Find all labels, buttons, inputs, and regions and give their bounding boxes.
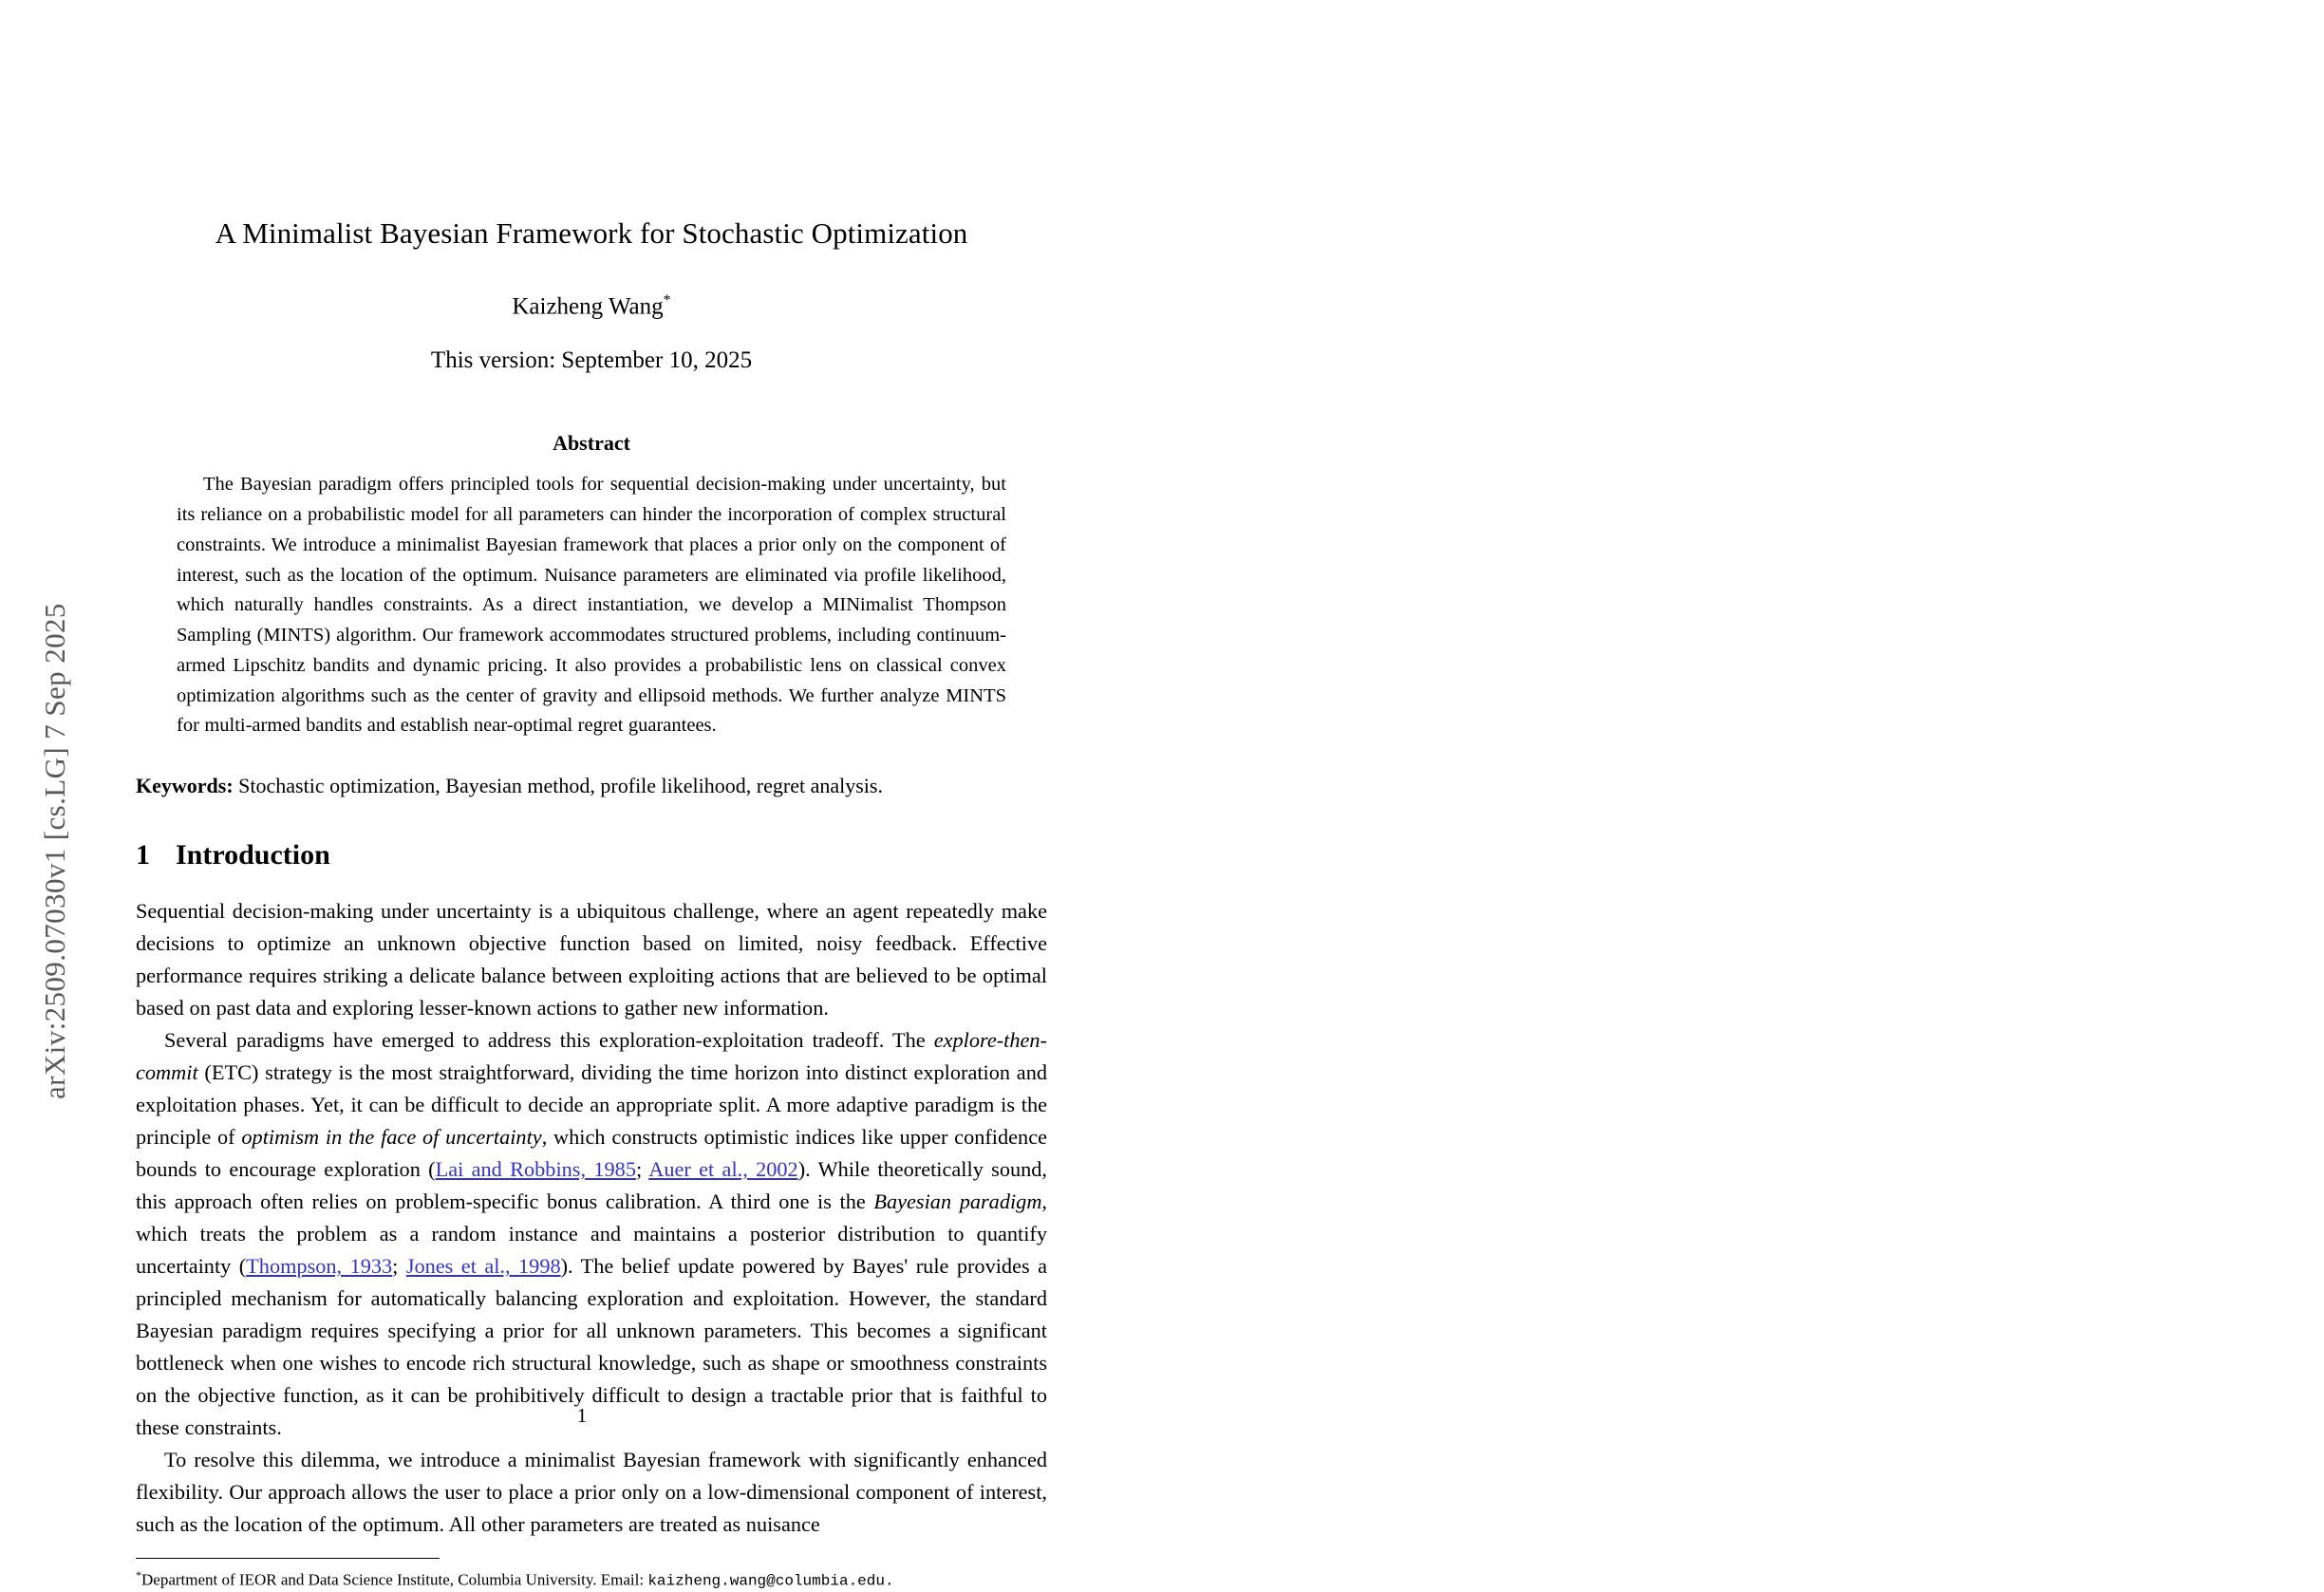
paragraph-intro-3: To resolve this dilemma, we introduce a minimalist Bayesian framework with significantly enhanced flexibility. Our approach allows the user to place a prior only on a low-dimensional component of interest, such as the location of the optimum. All other parameters are treated as nuisance <box>136 1448 1047 1537</box>
text-run: (ETC) strategy is the most straightforward, dividing the time horizon into distinct exploration and exploitation phases. Yet, it can be difficult to decide an appropriate split. A more adaptive paradigm is the principle of <box>136 1060 1047 1150</box>
footnote <box>136 1567 1047 1592</box>
footnote-email: kaizheng.wang@columbia.edu. <box>647 1572 894 1590</box>
abstract-section <box>177 431 1006 741</box>
footnote-text: Department of IEOR and Data Science Institute, Columbia University. Email: <box>141 1570 648 1589</box>
text-run: ; <box>635 1157 649 1182</box>
abstract-body: The Bayesian paradigm offers principled tools for sequential decision-making under uncertainty, but its reliance on a probabilistic model for all parameters can hinder the incorporation of complex structural constraints. We introduce a minimalist Bayesian framework that places a prior only on the component of interest, such as the location of the optimum. Nuisance parameters are eliminated via profile likelihood, which naturally handles constraints. As a direct instantiation, we develop a MINimalist Thompson Sampling (MINTS) algorithm. Our framework accommodates structured problems, including continuum-armed Lipschitz bandits and dynamic pricing. It also provides a probabilistic lens on classical convex optimization algorithms such as the center of gravity and ellipsoid methods. We further analyze MINTS for multi-armed bandits and establish near-optimal regret guarantees. <box>177 474 1006 737</box>
citation-link[interactable]: Jones et al., 1998 <box>405 1254 561 1279</box>
abstract-heading: Abstract <box>553 431 630 456</box>
text-run: ; <box>392 1254 406 1279</box>
paragraph-intro-1: Sequential decision-making under uncertainty is a ubiquitous challenge, where an agent repeatedly make decisions to optimize an unknown objective function based on limited, noisy feedback. Effective performance requires striking a delicate balance between exploiting actions that are believed to be optimal based on past data and exploring lesser-known actions to gather new information. <box>136 899 1047 1021</box>
emphasis-bayesian-paradigm: Bayesian paradigm <box>873 1189 1042 1214</box>
page-title <box>136 216 1047 251</box>
author-footnote-marker: * <box>663 292 671 309</box>
citation-link[interactable]: Thompson, 1933 <box>246 1254 393 1279</box>
keywords-line <box>136 770 1047 801</box>
text-run: , which constructs optimistic indices like upper confidence bounds to encourage exploration ( <box>136 1125 1047 1182</box>
paragraph-intro-2 <box>136 1024 1047 1444</box>
footnote-divider <box>136 1558 440 1559</box>
page-title-text: A Minimalist Bayesian Framework for Stochastic Optimization <box>215 216 968 250</box>
section-number: 1 <box>136 839 150 871</box>
citation-link[interactable]: Auer et al., 2002 <box>648 1157 798 1182</box>
text-run: Several paradigms have emerged to address this exploration-exploitation tradeoff. The <box>164 1028 934 1053</box>
keywords-value: Stochastic optimization, Bayesian method, profile likelihood, regret analysis. <box>238 774 883 798</box>
emphasis-explore-then-commit: explore-then-commit <box>136 1028 1047 1085</box>
keywords-label: Keywords: <box>136 774 234 798</box>
emphasis-optimism: optimism in the face of uncertainty <box>241 1125 542 1150</box>
author-name: Kaizheng Wang <box>512 293 664 320</box>
section-heading-introduction <box>136 839 1047 871</box>
version-line: This version: September 10, 2025 <box>430 347 753 374</box>
page-number-1: 1 <box>576 1404 588 1427</box>
page-2 <box>1162 0 2324 1504</box>
author-line <box>136 292 1047 320</box>
text-run: ). The belief update powered by Bayes' rule provides a principled mechanism for automatically balancing exploration and exploitation. However, the standard Bayesian paradigm requires specifying a prior for all unknown parameters. This becomes a significant bottleneck when one wishes to encode rich structural knowledge, such as shape or smoothness constraints on the objective function, as it can be prohibitively difficult to design a tractable prior that is faithful to these constraints. <box>136 1254 1047 1440</box>
section-title: Introduction <box>176 839 330 871</box>
text-run: ). While theoretically sound, this approach often relies on problem-specific bonus calibration. A third one is the <box>136 1157 1047 1214</box>
footnote-marker: * <box>136 1568 141 1583</box>
page-1 <box>0 0 1162 1590</box>
citation-link[interactable]: Lai and Robbins, 1985 <box>435 1157 636 1182</box>
text-run: , which treats the problem as a random instance and maintains a posterior distribution to quantify uncertainty ( <box>136 1189 1047 1279</box>
page-1-column <box>136 0 1047 1592</box>
arxiv-identifier-stamp: arXiv:2509.07030v1 [cs.LG] 7 Sep 2025 <box>38 603 71 1099</box>
